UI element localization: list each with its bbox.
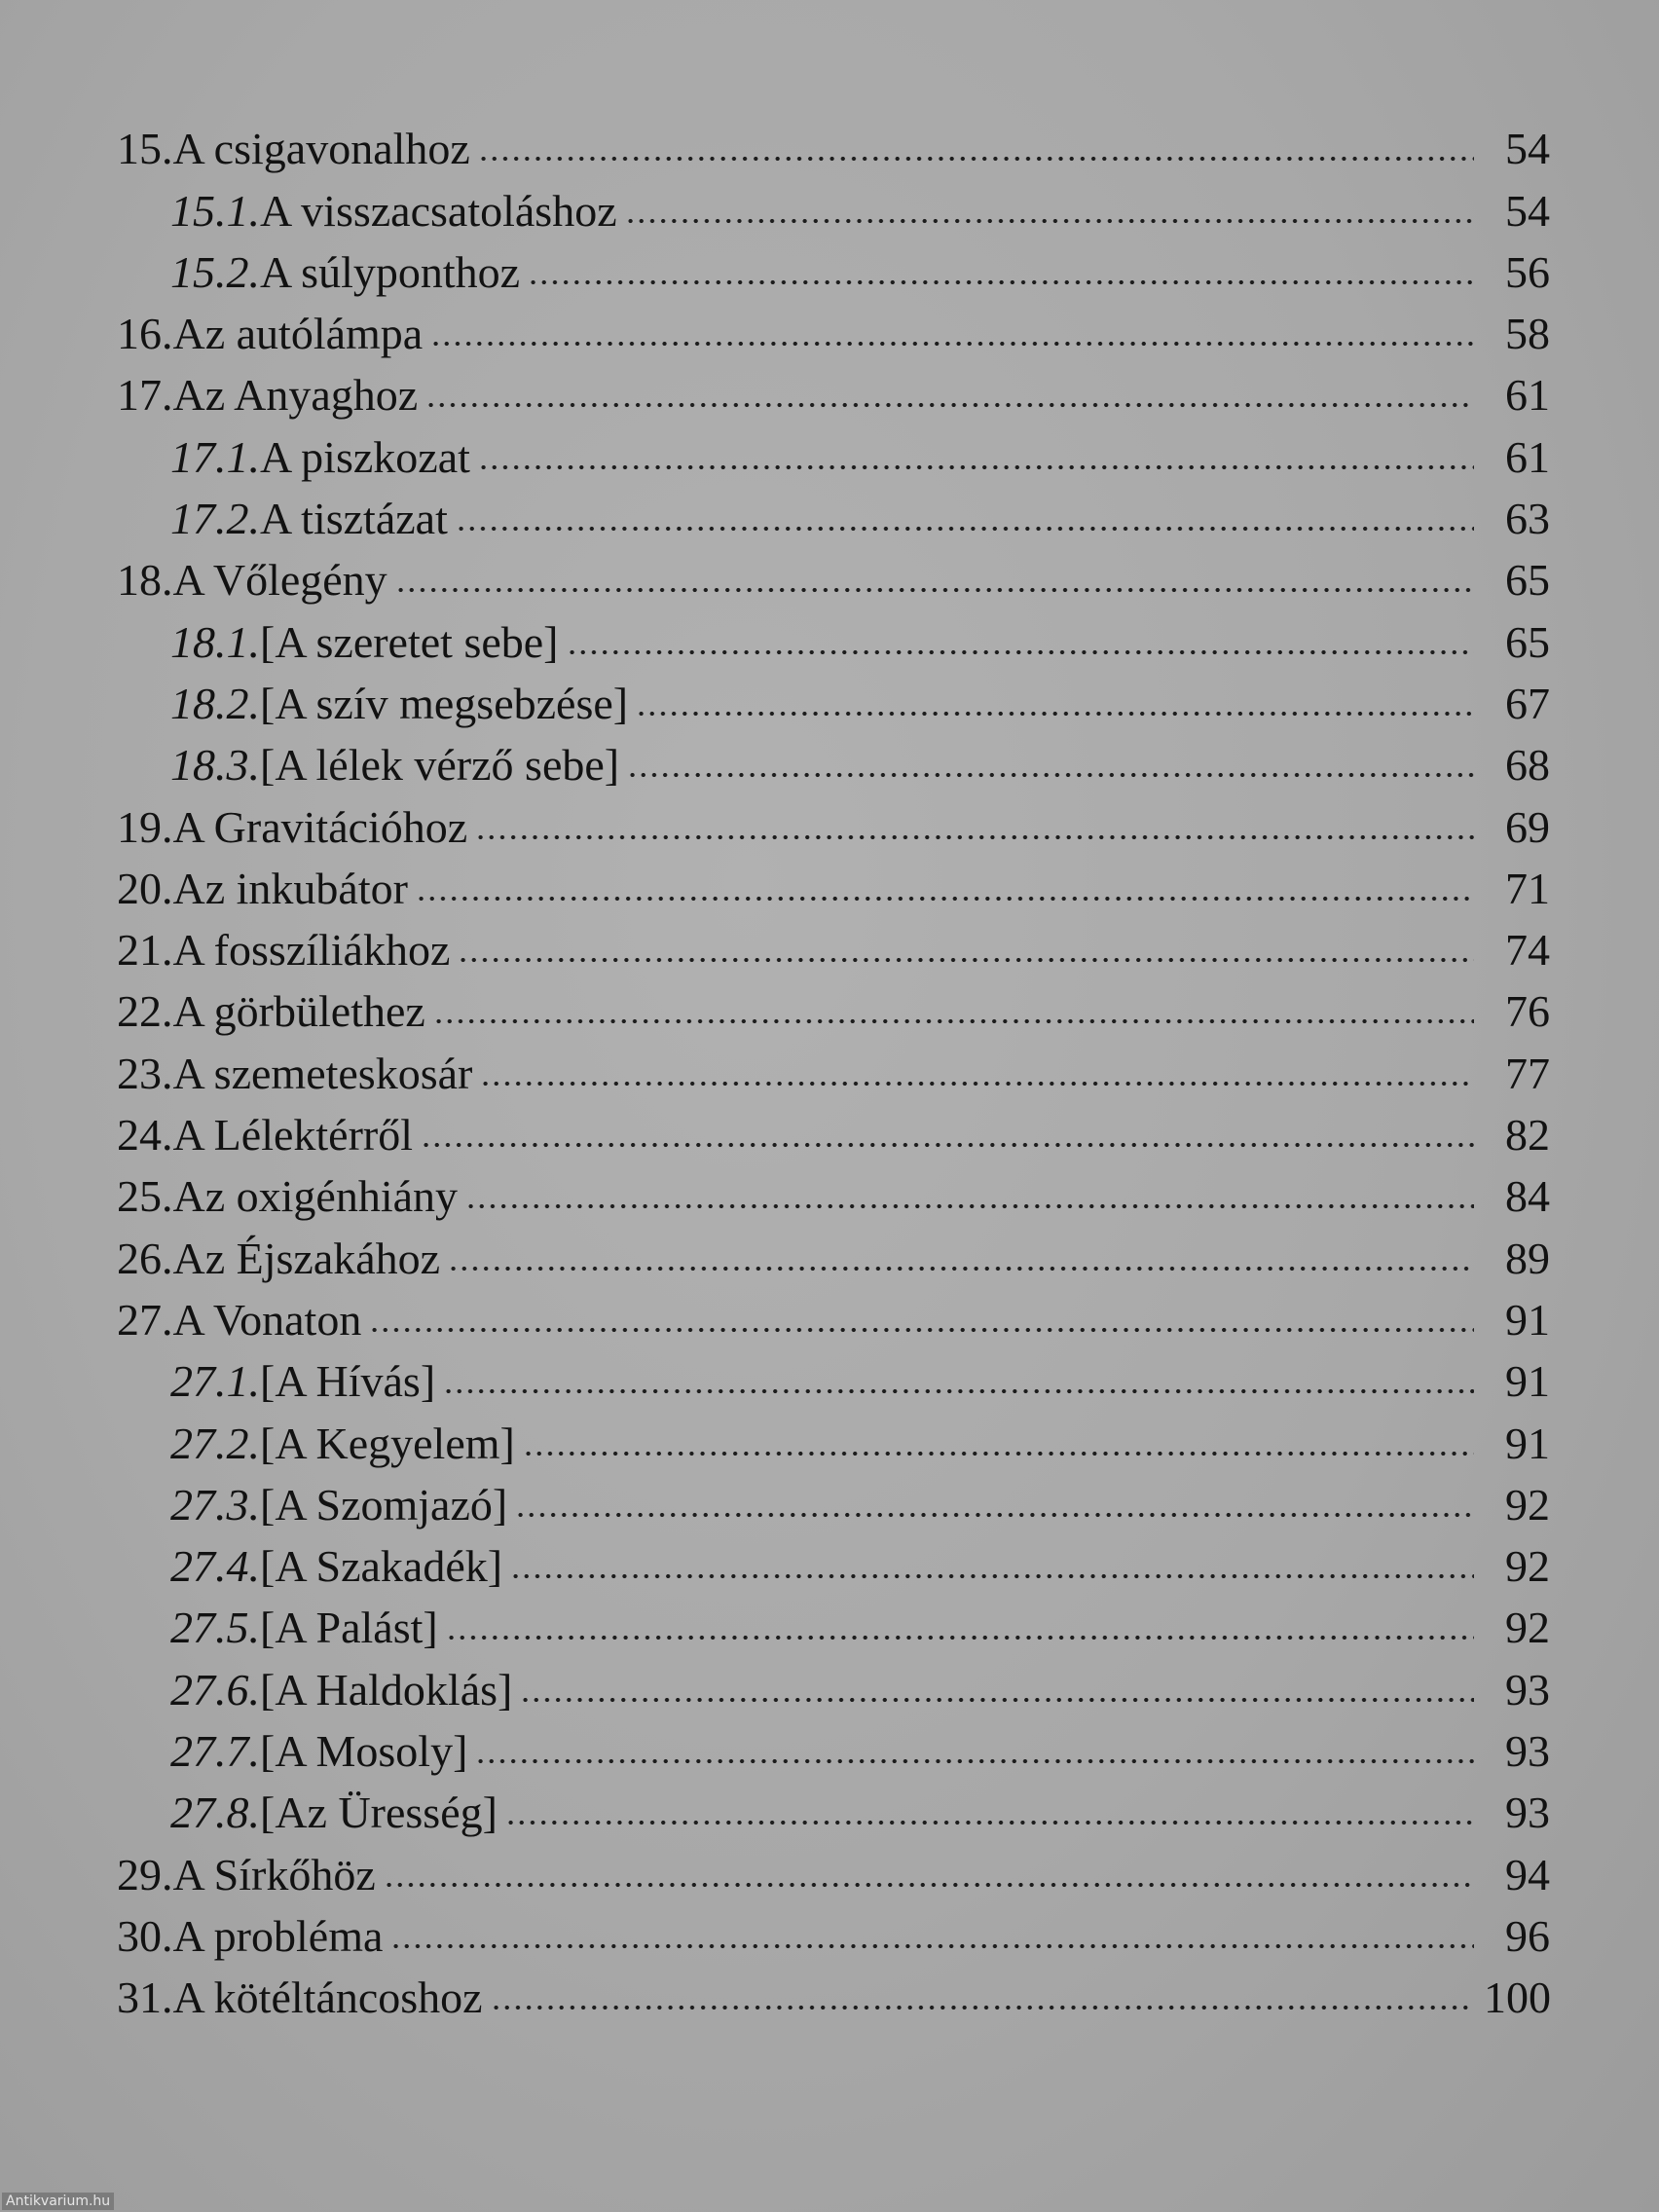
entry-page-number: 71 (1505, 863, 1550, 913)
entry-title: Az inkubátor (172, 863, 408, 913)
toc-subentry (0, 1717, 1659, 1779)
entry-page-number: 91 (1505, 1418, 1550, 1468)
toc-subentry (0, 670, 1659, 731)
toc-subentry (0, 176, 1659, 238)
toc-subentry (0, 731, 1659, 793)
entry-page-number: 61 (1505, 370, 1550, 421)
entry-number: 24. (117, 1110, 173, 1161)
entry-title: A tisztázat (260, 494, 448, 544)
entry-title: [A lélek vérző sebe] (260, 740, 620, 791)
entry-title: Az oxigénhiány (172, 1171, 459, 1222)
entry-number: 20. (117, 863, 173, 913)
toc-entry (0, 916, 1659, 977)
toc-entry (0, 1964, 1659, 2025)
entry-title: A piszkozat (260, 431, 470, 482)
entry-number: 27.7. (170, 1726, 260, 1777)
dot-leader (510, 1570, 1474, 1582)
entry-title: A görbülethez (172, 986, 425, 1037)
entry-number: 23. (117, 1048, 173, 1098)
dot-leader (395, 584, 1474, 596)
entry-page-number: 93 (1505, 1788, 1550, 1838)
dot-leader (528, 276, 1474, 288)
entry-number: 21. (117, 925, 173, 976)
entry-title: [A Kegyelem] (260, 1418, 515, 1468)
entry-number: 27. (117, 1294, 173, 1345)
entry-page-number: 93 (1505, 1664, 1550, 1714)
toc-entry (0, 115, 1659, 176)
entry-title: A kötéltáncoshoz (172, 1972, 483, 2023)
entry-number: 27.8. (170, 1788, 260, 1838)
entry-page-number: 69 (1505, 801, 1550, 852)
entry-number: 27.1. (170, 1356, 260, 1407)
entry-page-number: 65 (1505, 555, 1550, 606)
dot-leader (567, 646, 1474, 658)
entry-number: 22. (117, 986, 173, 1037)
toc-subentry (0, 239, 1659, 300)
entry-page-number: 58 (1505, 309, 1550, 359)
toc-entry (0, 361, 1659, 423)
dot-leader (478, 461, 1474, 473)
entry-number: 25. (117, 1171, 173, 1222)
entry-number: 19. (117, 801, 173, 852)
dot-leader (627, 769, 1474, 781)
entry-title: A probléma (172, 1910, 384, 1961)
entry-number: 18.1. (170, 616, 260, 667)
toc-subentry (0, 1655, 1659, 1716)
dot-leader (416, 893, 1474, 904)
entry-title: A Vőlegény (172, 555, 387, 606)
dot-leader (475, 1755, 1474, 1767)
entry-number: 27.3. (170, 1479, 260, 1530)
toc-entry (0, 1101, 1659, 1162)
entry-number: 15.1. (170, 185, 260, 236)
dot-leader (443, 1385, 1474, 1397)
dot-leader (458, 954, 1474, 966)
dot-leader (390, 1940, 1474, 1952)
toc-subentry (0, 1594, 1659, 1655)
dot-leader (384, 1879, 1474, 1891)
entry-title: Az Éjszakához (172, 1233, 441, 1283)
entry-number: 17.1. (170, 431, 260, 482)
toc-entry (0, 855, 1659, 916)
watermark: Antikvarium.hu (2, 2193, 114, 2210)
dot-leader (625, 215, 1474, 227)
dot-leader (480, 1078, 1474, 1089)
entry-title: A súlyponthoz (260, 246, 521, 297)
entry-page-number: 61 (1505, 431, 1550, 482)
entry-page-number: 92 (1505, 1541, 1550, 1592)
dot-leader (430, 338, 1474, 350)
entry-page-number: 67 (1505, 678, 1550, 728)
entry-page-number: 92 (1505, 1479, 1550, 1530)
entry-number: 27.4. (170, 1541, 260, 1592)
dot-leader (448, 1263, 1474, 1274)
entry-page-number: 65 (1505, 616, 1550, 667)
entry-title: [Az Üresség] (260, 1788, 498, 1838)
entry-number: 17.2. (170, 494, 260, 544)
entry-title: A visszacsatoláshoz (260, 185, 617, 236)
toc-entry (0, 1902, 1659, 1964)
toc-entry (0, 977, 1659, 1039)
entry-page-number: 54 (1505, 124, 1550, 174)
dot-leader (456, 523, 1474, 535)
entry-title: [A Szakadék] (260, 1541, 503, 1592)
toc-subentry (0, 423, 1659, 484)
entry-number: 31. (117, 1972, 173, 2023)
toc-entry (0, 793, 1659, 854)
dot-leader (520, 1694, 1474, 1706)
toc-subentry (0, 1409, 1659, 1470)
toc-entry (0, 1286, 1659, 1347)
entry-title: A Sírkőhöz (172, 1849, 376, 1899)
entry-page-number: 84 (1505, 1171, 1550, 1222)
dot-leader (491, 2002, 1474, 2013)
dot-leader (523, 1448, 1474, 1459)
entry-page-number: 56 (1505, 246, 1550, 297)
dot-leader (478, 153, 1474, 165)
entry-title: [A szeretet sebe] (260, 616, 559, 667)
entry-title: Az autólámpa (172, 309, 424, 359)
entry-number: 18.3. (170, 740, 260, 791)
entry-page-number: 68 (1505, 740, 1550, 791)
entry-page-number: 100 (1484, 1972, 1551, 2023)
entry-page-number: 74 (1505, 925, 1550, 976)
entry-page-number: 93 (1505, 1726, 1550, 1777)
dot-leader (369, 1324, 1474, 1336)
toc-entry (0, 1224, 1659, 1285)
entry-number: 27.5. (170, 1603, 260, 1653)
entry-title: A csigavonalhoz (172, 124, 470, 174)
toc-entry (0, 1039, 1659, 1100)
dot-leader (421, 1139, 1474, 1151)
entry-title: A fosszíliákhoz (172, 925, 451, 976)
entry-number: 15.2. (170, 246, 260, 297)
entry-title: A szemeteskosár (172, 1048, 473, 1098)
dot-leader (465, 1200, 1474, 1212)
toc-subentry (0, 1347, 1659, 1409)
entry-page-number: 94 (1505, 1849, 1550, 1899)
entry-title: [A Haldoklás] (260, 1664, 513, 1714)
entry-title: [A szív megsebzése] (260, 678, 629, 728)
entry-number: 15. (117, 124, 173, 174)
toc-entry (0, 546, 1659, 608)
entry-number: 29. (117, 1849, 173, 1899)
entry-number: 27.6. (170, 1664, 260, 1714)
entry-page-number: 92 (1505, 1603, 1550, 1653)
entry-number: 27.2. (170, 1418, 260, 1468)
table-of-contents (0, 115, 1659, 2025)
entry-title: A Gravitációhoz (172, 801, 468, 852)
entry-number: 17. (117, 370, 173, 421)
entry-number: 16. (117, 309, 173, 359)
dot-leader (425, 399, 1474, 411)
entry-title: Az Anyaghoz (172, 370, 419, 421)
entry-page-number: 54 (1505, 185, 1550, 236)
entry-title: [A Palást] (260, 1603, 438, 1653)
toc-subentry (0, 1532, 1659, 1594)
toc-entry (0, 300, 1659, 361)
entry-page-number: 91 (1505, 1294, 1550, 1345)
toc-entry (0, 1840, 1659, 1901)
dot-leader (515, 1509, 1474, 1521)
dot-leader (475, 831, 1474, 843)
dot-leader (433, 1015, 1474, 1027)
toc-entry (0, 1162, 1659, 1224)
toc-subentry (0, 1471, 1659, 1532)
dot-leader (636, 708, 1474, 719)
entry-page-number: 76 (1505, 986, 1550, 1037)
toc-subentry (0, 485, 1659, 546)
entry-number: 30. (117, 1910, 173, 1961)
entry-page-number: 77 (1505, 1048, 1550, 1098)
entry-title: [A Hívás] (260, 1356, 436, 1407)
entry-page-number: 96 (1505, 1910, 1550, 1961)
entry-page-number: 89 (1505, 1233, 1550, 1283)
toc-subentry (0, 608, 1659, 669)
entry-number: 18. (117, 555, 173, 606)
entry-page-number: 63 (1505, 494, 1550, 544)
dot-leader (505, 1817, 1474, 1828)
entry-title: [A Szomjazó] (260, 1479, 508, 1530)
entry-page-number: 91 (1505, 1356, 1550, 1407)
entry-page-number: 82 (1505, 1110, 1550, 1161)
dot-leader (446, 1632, 1474, 1643)
entry-number: 26. (117, 1233, 173, 1283)
toc-subentry (0, 1779, 1659, 1840)
entry-title: [A Mosoly] (260, 1726, 468, 1777)
entry-number: 18.2. (170, 678, 260, 728)
entry-title: A Vonaton (172, 1294, 362, 1345)
entry-title: A Lélektérről (172, 1110, 414, 1161)
